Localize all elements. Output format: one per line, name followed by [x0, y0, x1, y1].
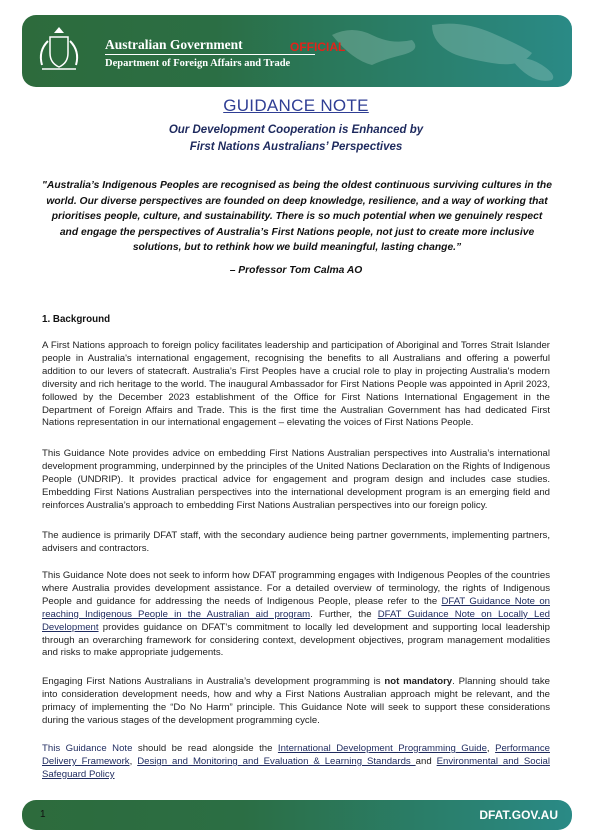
page-title: GUIDANCE NOTE — [223, 96, 369, 115]
quote-text: "Australia’s Indigenous Peoples are recognised as being the oldest continuous surviving cultures in the world. Our diverse perspectives are founded on deep knowledge, resilience, and a way of working that prioritises people, culture, and sustainability. There is so much potential when we genuinely respect and engage the perspectives of Australia’s First Nations people, not just to create more inclusive solutions, but to rethink how we build meaningful, lasting change.” — [42, 180, 552, 253]
website-link[interactable]: DFAT.GOV.AU — [479, 808, 558, 822]
world-map-graphic — [312, 15, 572, 87]
paragraph-5-text-a: Engaging First Nations Australians in Australia’s development programming is — [42, 676, 385, 687]
department-name: Department of Foreign Affairs and Trade — [105, 58, 291, 69]
not-mandatory-emphasis: not mandatory — [384, 676, 453, 687]
subtitle-line-2: First Nations Australians’ Perspectives — [189, 141, 403, 153]
paragraph-4-text-a: This Guidance Note does not seek to inform how DFAT programming engages with Indigenous Peoples of the countries where Australia provides development assistance. For a detailed overview of terminology, the rights of Indigenous People and guidance for addressing the needs of Indigenous People, please refer to the — [42, 570, 550, 607]
link-locally-led-development[interactable]: DFAT Guidance Note on Locally Led Development — [42, 608, 550, 633]
paragraph-6-text-a: This Guidance Note — [42, 743, 133, 754]
paragraph-1: A First Nations approach to foreign policy facilitates leadership and participation of Aboriginal and Torres Strait Islander people in Australia's international engagement, recognising the benefits to all Australians and offering a powerful addition to our levers of statecraft. Australia’s First Peoples have a crucial role to play in projecting Australia's modern diversity and rich heritage to the world. The inaugural Ambassador for First Nations People was appointed in April 2023, followed by the December 2023 establishment of the Office for First Nations International Engagement in the Department of Foreign Affairs and Trade. This is the first time the Australian Government has had dedicated First Nations representation in our international engagement – elevating the voices of First Nations People. — [42, 340, 550, 429]
paragraph-6-text-e: and — [415, 755, 437, 767]
footer-banner — [22, 800, 572, 830]
paragraph-6-text-b: should be read alongside the — [132, 743, 278, 754]
link-safeguard-policy[interactable]: Environmental and Social Safeguard Policy — [42, 755, 550, 780]
subtitle-line-1: Our Development Cooperation is Enhanced by — [168, 124, 424, 136]
paragraph-6-text-d: , — [129, 755, 138, 767]
page-subtitle — [0, 122, 592, 156]
paragraph-4-text-b: . Further, the — [310, 608, 378, 620]
quote-attribution: – Professor Tom Calma AO — [229, 265, 363, 276]
paragraph-5-text-b: . Planning should take into consideration development needs, how and why a First Nations Australian approach might be relevant, and the primacy of implementing the “Do No Harm” principle. This Guidance Note will seek to support these considerations during the various stages of the development programming cycle. — [42, 676, 550, 726]
section-heading: 1. Background — [42, 314, 111, 325]
link-design-mel-standards[interactable]: Design and Monitoring and Evaluation & Learning Standards — [137, 755, 416, 767]
classification-label: OFFICIAL — [290, 40, 346, 54]
link-performance-delivery-framework[interactable]: Performance Delivery Framework — [42, 743, 550, 767]
paragraph-4 — [42, 570, 550, 660]
paragraph-5 — [42, 676, 550, 728]
paragraph-6 — [42, 743, 550, 782]
paragraph-3: The audience is primarily DFAT staff, with the secondary audience being partner governments, implementing partners, advisers and contractors. — [42, 530, 550, 554]
link-programming-guide[interactable]: International Development Programming Guide — [277, 743, 487, 754]
header-banner — [22, 15, 572, 87]
paragraph-6-text-c: , — [486, 743, 496, 754]
government-name: Australian Government — [105, 37, 243, 52]
page-number: 1 — [40, 809, 46, 820]
paragraph-2: This Guidance Note provides advice on embedding First Nations Australian perspectives into Australia’s international development programming, underpinned by the principles of the United Nations Declaration on the Rights of Indigenous People (UNDRIP). It provides practical advice for engagement and program design and includes case studies. Embedding First Nations Australian perspectives into the international development program is an emerging field and reinforces Australia’s approach to embedding First Nations Australian perspectives into our foreign policy. — [42, 448, 550, 511]
link-indigenous-guidance-note[interactable]: DFAT Guidance Note on reaching Indigenous People in the Australian aid program — [42, 595, 550, 620]
paragraph-4-text-c: provides guidance on DFAT’s commitment to locally led development and supporting local leadership through an overarching framework for considering context, development objectives, program management modalities and risks to make appropriate judgements. — [42, 621, 550, 659]
divider — [105, 54, 315, 55]
coat-of-arms-icon — [36, 25, 82, 75]
